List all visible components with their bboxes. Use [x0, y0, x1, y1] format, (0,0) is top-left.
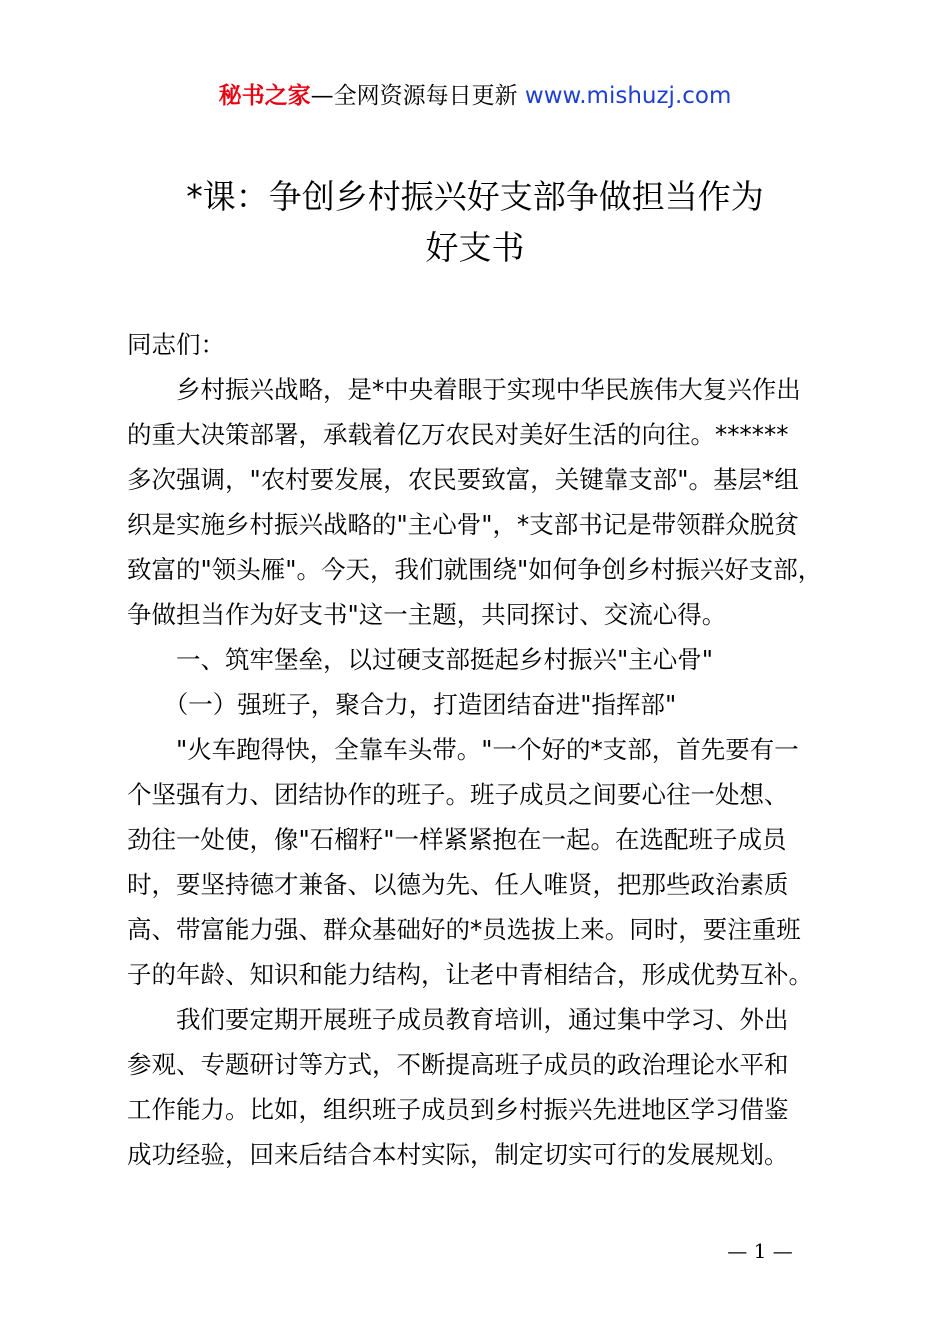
body-text-line: 多次强调，"农村要发展，农民要致富，关键靠支部"。基层*组 — [127, 465, 799, 494]
site-url-link[interactable]: www.mishuzj.com — [524, 83, 732, 109]
body-text-line: 参观、专题研讨等方式，不断提高班子成员的政治理论水平和 — [127, 1050, 789, 1079]
document-title-line-2: 好支书 — [425, 228, 525, 267]
body-text-line: 成功经验，回来后结合本村实际，制定切实可行的发展规划。 — [127, 1140, 789, 1169]
body-text-line: 争做担当作为好支书"这一主题，共同探讨、交流心得。 — [127, 600, 727, 629]
body-text-line: 高、带富能力强、群众基础好的*员选拔上来。同时，要注重班 — [127, 915, 801, 944]
body-text-line: "火车跑得快，全靠车头带。"一个好的*支部，首先要有一 — [127, 735, 799, 764]
body-text-line: 工作能力。比如，组织班子成员到乡村振兴先进地区学习借鉴 — [127, 1095, 789, 1124]
body-text-line: 乡村振兴战略，是*中央着眼于实现中华民族伟大复兴作出 — [127, 375, 801, 404]
body-text-line: 我们要定期开展班子成员教育培训，通过集中学习、外出 — [127, 1005, 789, 1034]
document-title-line-1: *课：争创乡村振兴好支部争做担当作为 — [186, 177, 764, 216]
subsection-heading: （一）强班子，聚合力，打造团结奋进"指挥部" — [127, 690, 677, 719]
body-text-line: 子的年龄、知识和能力结构，让老中青相结合，形成优势互补。 — [127, 960, 813, 989]
section-heading: 一、筑牢堡垒，以过硬支部挺起乡村振兴"主心骨" — [127, 645, 714, 674]
body-text-line: 个坚强有力、团结协作的班子。班子成员之间要心往一处想、 — [127, 780, 789, 809]
body-text-line: 致富的"领头雁"。今天，我们就围绕"如何争创乡村振兴好支部， — [127, 555, 823, 584]
site-brand: 秘书之家 — [218, 83, 311, 109]
body-text-line: 时，要坚持德才兼备、以德为先、任人唯贤，把那些政治素质 — [127, 870, 789, 899]
site-header — [0, 80, 950, 112]
page-number: — 1 — — [727, 1239, 793, 1263]
body-text-line: 织是实施乡村振兴战略的"主心骨"，*支部书记是带领群众脱贫 — [127, 510, 799, 539]
site-slogan: —全网资源每日更新 — [310, 83, 518, 109]
body-text-line: 劲往一处使，像"石榴籽"一样紧紧抱在一起。在选配班子成员 — [127, 825, 787, 854]
salutation: 同志们： — [127, 330, 225, 359]
body-text-line: 的重大决策部署，承载着亿万农民对美好生活的向往。****** — [127, 420, 789, 449]
